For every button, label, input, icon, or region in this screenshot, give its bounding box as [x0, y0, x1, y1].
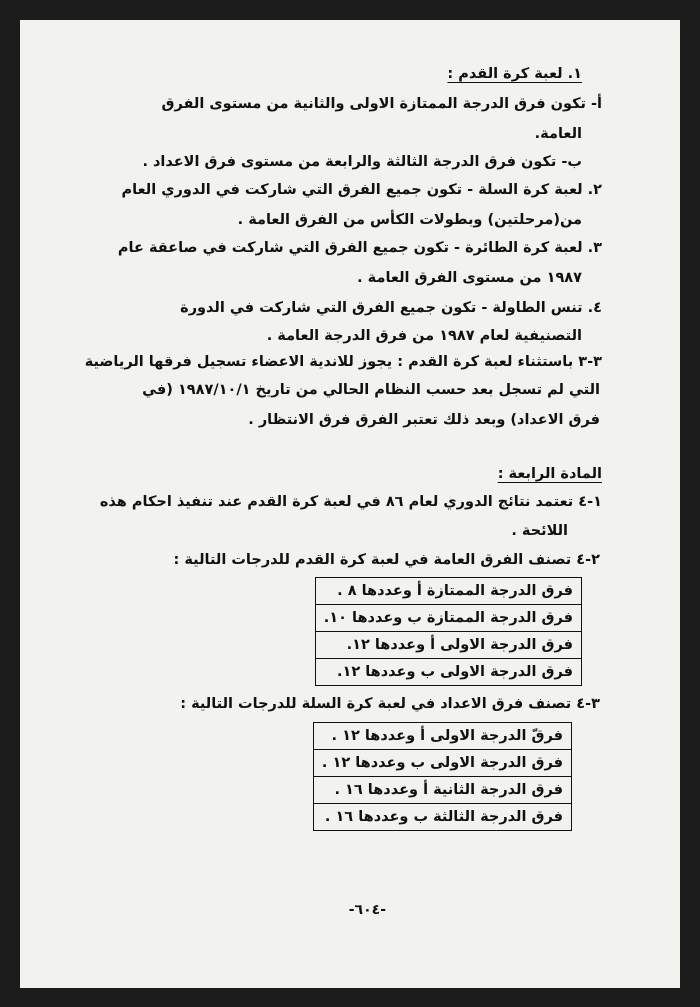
item-2-line-1: ٢. لعبة كرة السلة - تكون جميع الفرق التي شاركت في الدوري العام [121, 182, 602, 198]
item-3-line-1: ٣. لعبة كرة الطائرة - تكون جميع الفرق التي شاركت في صاعقة عام [117, 240, 602, 256]
clause-4-2: ٢-٤ تصنف الفرق العامة في لعبة كرة القدم للدرجات التالية : [173, 552, 600, 568]
article-4-heading [498, 466, 602, 482]
table-row [313, 750, 571, 777]
table-cell: فرق الدرجة الاولى ب وعددها ١٢ . [313, 750, 571, 777]
football-grades-table [315, 577, 582, 686]
section-3-3-line-2: التي لم تسجل بعد حسب النظام الحالي من تاريخ ١٩٨٧/١٠/١ (في [142, 382, 600, 398]
table-cell: فرق الدرجة الاولى ب وعددها ١٢. [315, 659, 581, 686]
clause-4-3: ٣-٤ تصنف فرق الاعداد في لعبة كرة السلة للدرجات التالية : [180, 696, 600, 712]
item-4-line-1: ٤. تنس الطاولة - تكون جميع الفرق التي شاركت في الدورة [180, 300, 602, 316]
table-row [315, 605, 581, 632]
table-cell: فرقّ الدرجة الاولى أ وعددها ١٢ . [313, 723, 571, 750]
document-page [20, 20, 680, 988]
section-3-3-line-1: ٣-٣ باستثناء لعبة كرة القدم : يجوز للاندية الاعضاء تسجيل فرقها الرياضية [84, 354, 602, 370]
clause-4-1-line-1: ١-٤ تعتمد نتائج الدوري لعام ٨٦ في لعبة كرة القدم عند تنفيذ احكام هذه [99, 494, 602, 510]
table-row [313, 804, 571, 831]
table-row [315, 578, 581, 605]
item-1-title [447, 66, 582, 82]
item-2-line-2: من(مرحلتين) وبطولات الكأس من الفرق العامة . [237, 212, 582, 228]
item-1-b: ب- تكون فرق الدرجة الثالثة والرابعة من مستوى فرق الاعداد . [142, 154, 582, 170]
item-1-a-line-2: العامة. [534, 126, 582, 142]
table-cell: فرق الدرجة الممتازة أ وعددها ٨ . [315, 578, 581, 605]
table-cell: فرق الدرجة الاولى أ وعددها ١٢. [315, 632, 581, 659]
table-cell: فرق الدرجة الثالثة ب وعددها ١٦ . [313, 804, 571, 831]
item-1-a-line-1: أ- تكون فرق الدرجة الممتازة الاولى والثانية من مستوى الفرق [161, 96, 602, 112]
table-cell: فرق الدرجة الثانية أ وعددها ١٦ . [313, 777, 571, 804]
item-3-line-2: ١٩٨٧ من مستوى الفرق العامة . [357, 270, 582, 286]
item-1-title-text: ١. لعبة كرة القدم : [447, 66, 582, 82]
table-row [315, 659, 581, 686]
table-cell: فرق الدرجة الممتازة ب وعددها ١٠. [315, 605, 581, 632]
table-row [313, 777, 571, 804]
table-row [313, 723, 571, 750]
section-3-3-line-3: فرق الاعداد) وبعد ذلك تعتبر الفرق فرق الانتظار . [248, 412, 600, 428]
table-row [315, 632, 581, 659]
clause-4-1-line-2: اللائحة . [511, 523, 568, 539]
article-4-heading-text: المادة الرابعة : [497, 466, 602, 482]
basketball-grades-table [313, 722, 572, 831]
item-4-line-2: التصنيفية لعام ١٩٨٧ من فرق الدرجة العامة . [266, 328, 582, 344]
page-number: -٦٠٤- [348, 902, 386, 918]
